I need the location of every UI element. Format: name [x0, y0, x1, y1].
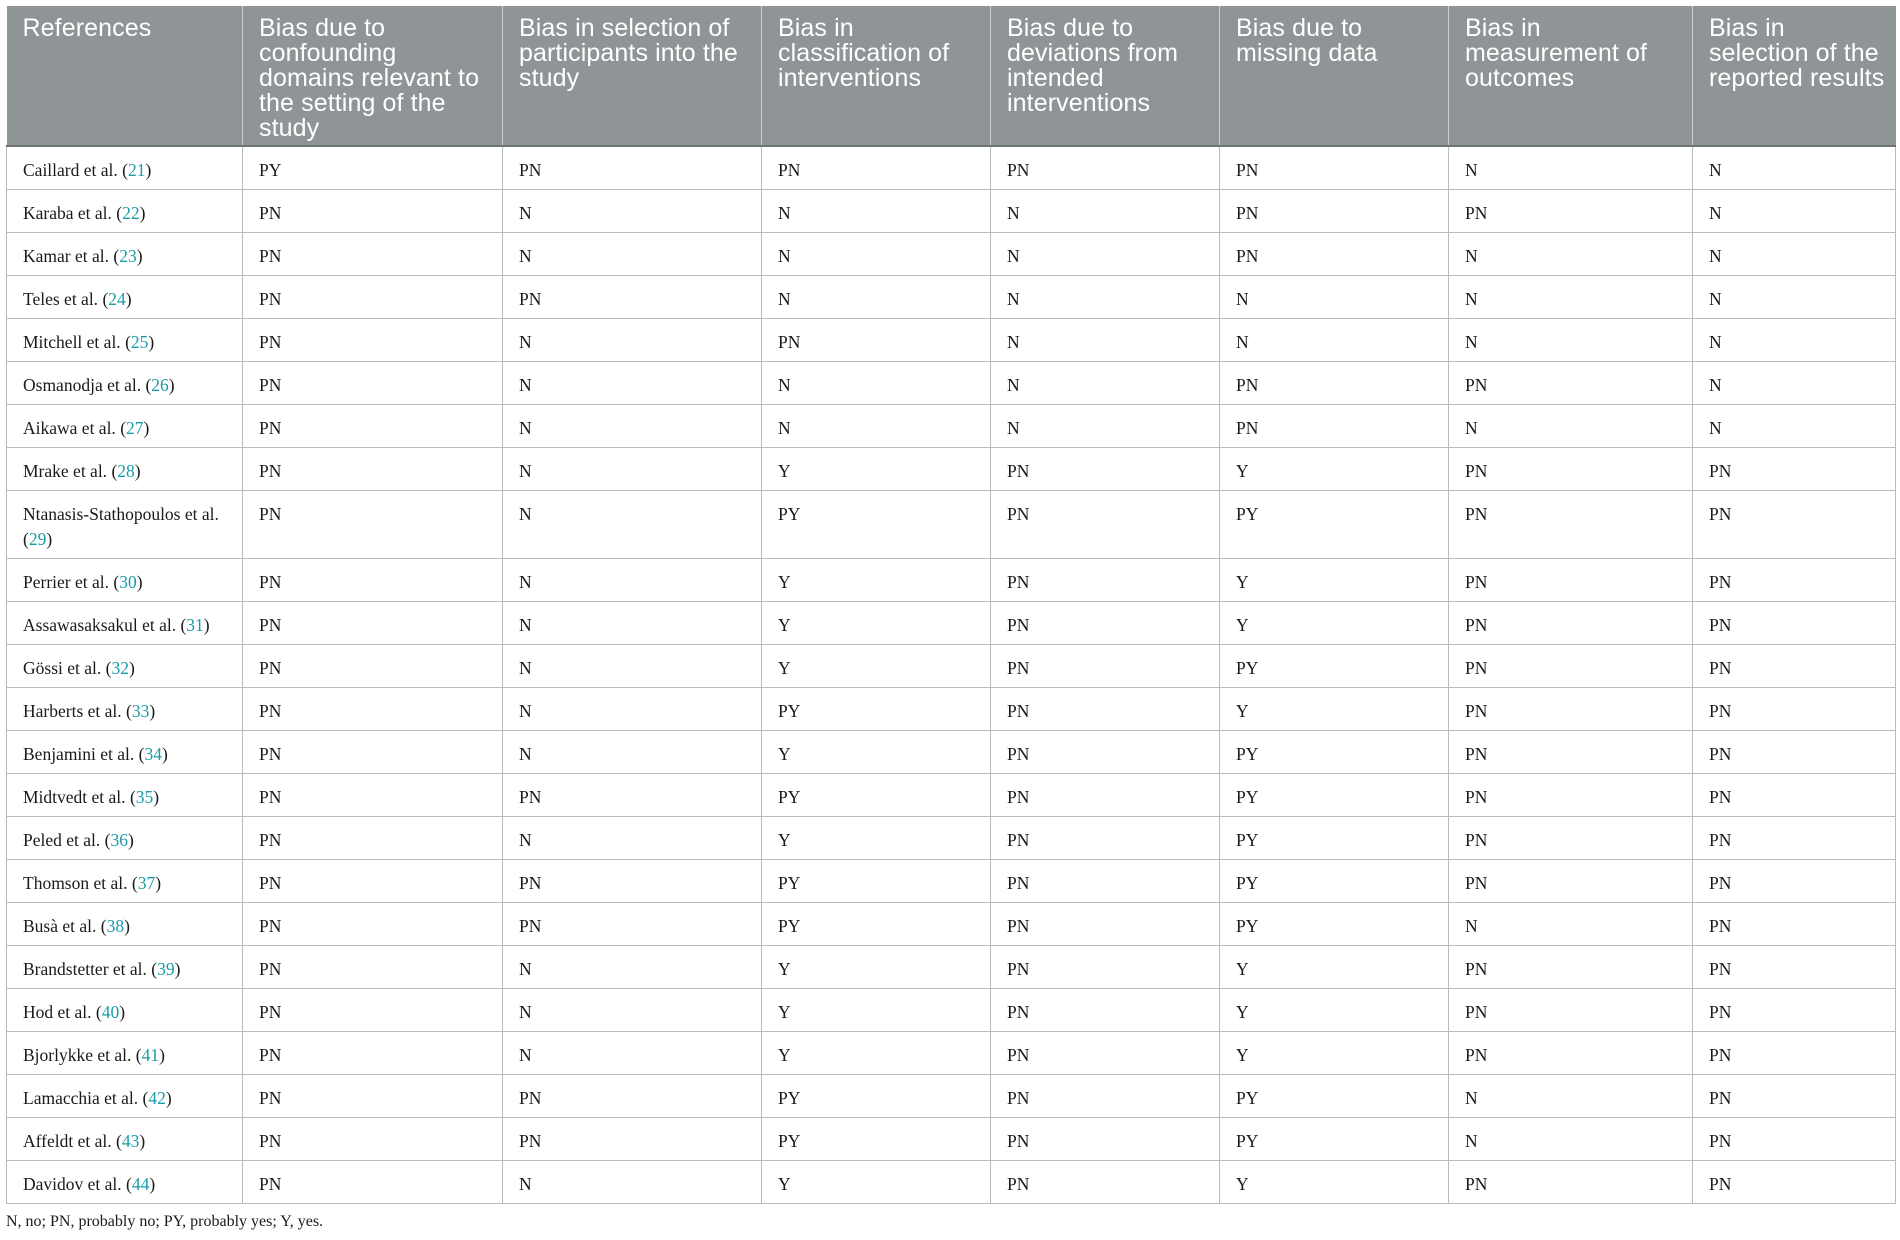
- cell-confounding: PN: [243, 687, 503, 730]
- reference-authors: Hod et al.: [23, 1001, 92, 1022]
- table-header: [7, 6, 1896, 146]
- cell-deviations-interventions: PN: [991, 1031, 1220, 1074]
- reference-citation-link[interactable]: 30: [119, 571, 137, 592]
- cell-measurement-outcomes: N: [1449, 275, 1693, 318]
- cell-selection-reported-results: PN: [1693, 601, 1896, 644]
- reference-authors: Mrake et al.: [23, 460, 108, 481]
- cell-classification-interventions: Y: [762, 1160, 991, 1203]
- cell-selection-reported-results: PN: [1693, 730, 1896, 773]
- cell-confounding: PN: [243, 189, 503, 232]
- cell-deviations-interventions: PN: [991, 945, 1220, 988]
- cell-deviations-interventions: N: [991, 361, 1220, 404]
- reference-authors: Affeldt et al.: [23, 1130, 112, 1151]
- reference-citation-link[interactable]: 38: [106, 915, 125, 936]
- reference-citation-link[interactable]: 42: [148, 1087, 166, 1108]
- cell-confounding: PN: [243, 232, 503, 275]
- cell-missing-data: PN: [1220, 404, 1449, 447]
- cell-selection-participants: PN: [503, 275, 762, 318]
- cell-reference: Caillard et al. (21): [7, 146, 243, 189]
- reference-authors: Assawasaksakul et al.: [23, 614, 177, 635]
- header-measurement-outcomes: Bias in measurement of outcomes: [1449, 6, 1693, 146]
- table-row: [7, 730, 1896, 773]
- reference-authors: Ntanasis-Stathopoulos et al.: [23, 503, 219, 524]
- table-row: [7, 859, 1896, 902]
- cell-selection-participants: N: [503, 816, 762, 859]
- reference-citation-link[interactable]: 40: [101, 1001, 120, 1022]
- reference-authors: Kamar et al.: [23, 245, 109, 266]
- cell-reference: Perrier et al. (30): [7, 558, 243, 601]
- cell-selection-reported-results: PN: [1693, 687, 1896, 730]
- cell-deviations-interventions: PN: [991, 558, 1220, 601]
- cell-classification-interventions: PY: [762, 1117, 991, 1160]
- cell-deviations-interventions: N: [991, 275, 1220, 318]
- cell-confounding: PN: [243, 275, 503, 318]
- cell-missing-data: PY: [1220, 490, 1449, 558]
- reference-citation-link[interactable]: 33: [131, 700, 150, 721]
- reference-authors: Caillard et al.: [23, 160, 118, 180]
- cell-classification-interventions: Y: [762, 558, 991, 601]
- cell-confounding: PN: [243, 902, 503, 945]
- cell-missing-data: PY: [1220, 1074, 1449, 1117]
- cell-deviations-interventions: N: [991, 189, 1220, 232]
- reference-authors: Bjorlykke et al.: [23, 1044, 132, 1065]
- cell-classification-interventions: Y: [762, 644, 991, 687]
- cell-reference: Busà et al. (38): [7, 902, 243, 945]
- cell-reference: Affeldt et al. (43): [7, 1117, 243, 1160]
- cell-measurement-outcomes: PN: [1449, 988, 1693, 1031]
- cell-deviations-interventions: PN: [991, 902, 1220, 945]
- cell-reference: Davidov et al. (44): [7, 1160, 243, 1203]
- cell-measurement-outcomes: PN: [1449, 601, 1693, 644]
- header-selection-reported-results: Bias in selection of the reported results: [1693, 6, 1896, 146]
- cell-selection-participants: N: [503, 1031, 762, 1074]
- cell-reference: Assawasaksakul et al. (31): [7, 601, 243, 644]
- cell-selection-reported-results: PN: [1693, 859, 1896, 902]
- cell-selection-participants: N: [503, 447, 762, 490]
- reference-citation-link[interactable]: 34: [144, 743, 162, 764]
- cell-selection-reported-results: PN: [1693, 945, 1896, 988]
- table-row: [7, 773, 1896, 816]
- table-row: [7, 404, 1896, 447]
- reference-citation-link[interactable]: 41: [141, 1044, 160, 1065]
- reference-authors: Busà et al.: [23, 915, 97, 936]
- cell-selection-reported-results: N: [1693, 146, 1896, 189]
- cell-confounding: PN: [243, 601, 503, 644]
- cell-measurement-outcomes: N: [1449, 1117, 1693, 1160]
- cell-reference: Lamacchia et al. (42): [7, 1074, 243, 1117]
- cell-reference: Benjamini et al. (34): [7, 730, 243, 773]
- reference-citation-link[interactable]: 22: [122, 202, 140, 223]
- cell-classification-interventions: Y: [762, 447, 991, 490]
- cell-selection-participants: N: [503, 988, 762, 1031]
- cell-selection-reported-results: N: [1693, 189, 1896, 232]
- cell-deviations-interventions: PN: [991, 601, 1220, 644]
- cell-missing-data: Y: [1220, 1160, 1449, 1203]
- reference-authors: Teles et al.: [23, 288, 99, 309]
- cell-selection-participants: PN: [503, 1117, 762, 1160]
- cell-deviations-interventions: N: [991, 404, 1220, 447]
- cell-deviations-interventions: PN: [991, 1160, 1220, 1203]
- header-classification-interventions: Bias in classification of interventions: [762, 6, 991, 146]
- cell-missing-data: PN: [1220, 232, 1449, 275]
- cell-measurement-outcomes: PN: [1449, 773, 1693, 816]
- header-missing-data: Bias due to missing data: [1220, 6, 1449, 146]
- cell-reference: Brandstetter et al. (39): [7, 945, 243, 988]
- cell-confounding: PN: [243, 859, 503, 902]
- cell-selection-participants: N: [503, 189, 762, 232]
- cell-classification-interventions: N: [762, 275, 991, 318]
- cell-confounding: PN: [243, 558, 503, 601]
- reference-citation-link[interactable]: 31: [186, 614, 204, 635]
- cell-measurement-outcomes: N: [1449, 146, 1693, 189]
- cell-selection-participants: N: [503, 1160, 762, 1203]
- cell-selection-participants: PN: [503, 859, 762, 902]
- cell-deviations-interventions: PN: [991, 687, 1220, 730]
- cell-measurement-outcomes: PN: [1449, 687, 1693, 730]
- reference-citation-link[interactable]: 25: [130, 331, 149, 352]
- reference-authors: Mitchell et al.: [23, 331, 121, 352]
- cell-selection-participants: N: [503, 318, 762, 361]
- cell-classification-interventions: PY: [762, 773, 991, 816]
- cell-missing-data: N: [1220, 275, 1449, 318]
- cell-missing-data: N: [1220, 318, 1449, 361]
- cell-measurement-outcomes: PN: [1449, 859, 1693, 902]
- cell-confounding: PN: [243, 730, 503, 773]
- cell-selection-reported-results: N: [1693, 318, 1896, 361]
- header-confounding: Bias due to confounding domains relevant to the setting of the study: [243, 6, 503, 146]
- cell-confounding: PN: [243, 1160, 503, 1203]
- cell-classification-interventions: PY: [762, 902, 991, 945]
- reference-authors: Peled et al.: [23, 829, 101, 850]
- table-row: [7, 945, 1896, 988]
- cell-missing-data: PN: [1220, 189, 1449, 232]
- cell-classification-interventions: N: [762, 189, 991, 232]
- table-row: [7, 361, 1896, 404]
- cell-reference: Mrake et al. (28): [7, 447, 243, 490]
- reference-authors: Harberts et al.: [23, 700, 122, 721]
- cell-selection-participants: N: [503, 361, 762, 404]
- cell-selection-reported-results: N: [1693, 232, 1896, 275]
- bias-assessment-table: [6, 6, 1896, 1204]
- table-row: [7, 1160, 1896, 1203]
- reference-citation-link[interactable]: 26: [151, 374, 169, 395]
- cell-measurement-outcomes: PN: [1449, 1160, 1693, 1203]
- cell-missing-data: PY: [1220, 859, 1449, 902]
- cell-missing-data: Y: [1220, 1031, 1449, 1074]
- cell-measurement-outcomes: N: [1449, 902, 1693, 945]
- cell-measurement-outcomes: PN: [1449, 816, 1693, 859]
- cell-missing-data: Y: [1220, 447, 1449, 490]
- cell-classification-interventions: N: [762, 232, 991, 275]
- bias-assessment-table-container: [6, 6, 1895, 1204]
- cell-deviations-interventions: PN: [991, 730, 1220, 773]
- cell-deviations-interventions: PN: [991, 644, 1220, 687]
- cell-missing-data: PY: [1220, 1117, 1449, 1160]
- cell-deviations-interventions: PN: [991, 773, 1220, 816]
- cell-classification-interventions: Y: [762, 988, 991, 1031]
- table-row: [7, 687, 1896, 730]
- cell-missing-data: Y: [1220, 601, 1449, 644]
- cell-deviations-interventions: N: [991, 232, 1220, 275]
- cell-selection-reported-results: N: [1693, 361, 1896, 404]
- reference-authors: Gössi et al.: [23, 657, 102, 678]
- cell-deviations-interventions: PN: [991, 816, 1220, 859]
- cell-selection-reported-results: PN: [1693, 558, 1896, 601]
- cell-classification-interventions: Y: [762, 601, 991, 644]
- reference-citation-link[interactable]: 43: [121, 1130, 140, 1151]
- cell-missing-data: PY: [1220, 902, 1449, 945]
- cell-measurement-outcomes: N: [1449, 232, 1693, 275]
- reference-authors: Thomson et al.: [23, 872, 128, 893]
- cell-selection-participants: PN: [503, 1074, 762, 1117]
- cell-confounding: PN: [243, 988, 503, 1031]
- cell-selection-participants: N: [503, 730, 762, 773]
- table-row: [7, 1031, 1896, 1074]
- reference-citation-link[interactable]: 24: [108, 288, 126, 309]
- cell-measurement-outcomes: PN: [1449, 644, 1693, 687]
- cell-measurement-outcomes: PN: [1449, 1031, 1693, 1074]
- cell-selection-reported-results: PN: [1693, 773, 1896, 816]
- cell-deviations-interventions: PN: [991, 447, 1220, 490]
- table-row: [7, 1074, 1896, 1117]
- table-row: [7, 644, 1896, 687]
- cell-measurement-outcomes: N: [1449, 1074, 1693, 1117]
- reference-authors: Lamacchia et al.: [23, 1087, 139, 1108]
- reference-citation-link[interactable]: 44: [131, 1173, 150, 1194]
- cell-missing-data: PN: [1220, 361, 1449, 404]
- cell-selection-reported-results: N: [1693, 404, 1896, 447]
- cell-selection-participants: N: [503, 232, 762, 275]
- table-row: [7, 902, 1896, 945]
- cell-selection-reported-results: PN: [1693, 1074, 1896, 1117]
- cell-classification-interventions: N: [762, 361, 991, 404]
- reference-authors: Perrier et al.: [23, 571, 109, 592]
- cell-missing-data: PY: [1220, 773, 1449, 816]
- cell-selection-participants: PN: [503, 902, 762, 945]
- reference-citation-link[interactable]: 39: [157, 958, 175, 979]
- cell-selection-reported-results: PN: [1693, 816, 1896, 859]
- table-row: [7, 232, 1896, 275]
- cell-reference: Harberts et al. (33): [7, 687, 243, 730]
- cell-measurement-outcomes: PN: [1449, 558, 1693, 601]
- cell-classification-interventions: N: [762, 404, 991, 447]
- cell-selection-reported-results: PN: [1693, 490, 1896, 558]
- cell-selection-participants: N: [503, 404, 762, 447]
- table-body: [7, 146, 1896, 1203]
- cell-measurement-outcomes: PN: [1449, 945, 1693, 988]
- reference-citation-link[interactable]: 37: [137, 872, 156, 893]
- cell-confounding: PN: [243, 404, 503, 447]
- cell-measurement-outcomes: N: [1449, 404, 1693, 447]
- cell-classification-interventions: Y: [762, 945, 991, 988]
- cell-missing-data: PY: [1220, 730, 1449, 773]
- cell-confounding: PN: [243, 361, 503, 404]
- cell-measurement-outcomes: PN: [1449, 490, 1693, 558]
- cell-classification-interventions: Y: [762, 816, 991, 859]
- cell-reference: Osmanodja et al. (26): [7, 361, 243, 404]
- cell-classification-interventions: PN: [762, 318, 991, 361]
- cell-deviations-interventions: PN: [991, 859, 1220, 902]
- reference-authors: Brandstetter et al.: [23, 958, 147, 979]
- cell-selection-reported-results: PN: [1693, 1031, 1896, 1074]
- cell-selection-participants: PN: [503, 146, 762, 189]
- cell-reference: Mitchell et al. (25): [7, 318, 243, 361]
- header-selection-participants: Bias in selection of participants into the study: [503, 6, 762, 146]
- reference-authors: Karaba et al.: [23, 202, 112, 223]
- table-row: [7, 1117, 1896, 1160]
- table-row: [7, 275, 1896, 318]
- cell-reference: Midtvedt et al. (35): [7, 773, 243, 816]
- cell-selection-participants: N: [503, 601, 762, 644]
- cell-selection-reported-results: PN: [1693, 902, 1896, 945]
- cell-selection-reported-results: PN: [1693, 1160, 1896, 1203]
- cell-reference: Kamar et al. (23): [7, 232, 243, 275]
- cell-measurement-outcomes: N: [1449, 318, 1693, 361]
- reference-citation-link[interactable]: 21: [127, 160, 146, 180]
- reference-authors: Benjamini et al.: [23, 743, 135, 764]
- reference-authors: Midtvedt et al.: [23, 786, 126, 807]
- cell-selection-participants: N: [503, 687, 762, 730]
- table-row: [7, 189, 1896, 232]
- cell-classification-interventions: PY: [762, 859, 991, 902]
- cell-reference: Thomson et al. (37): [7, 859, 243, 902]
- cell-reference: Karaba et al. (22): [7, 189, 243, 232]
- cell-reference: Peled et al. (36): [7, 816, 243, 859]
- cell-selection-participants: N: [503, 558, 762, 601]
- reference-citation-link[interactable]: 35: [135, 786, 154, 807]
- cell-selection-reported-results: PN: [1693, 447, 1896, 490]
- table-row: [7, 988, 1896, 1031]
- cell-selection-reported-results: PN: [1693, 1117, 1896, 1160]
- cell-measurement-outcomes: PN: [1449, 730, 1693, 773]
- header-references: References: [7, 6, 243, 146]
- reference-citation-link[interactable]: 27: [126, 417, 144, 438]
- cell-classification-interventions: PN: [762, 146, 991, 189]
- cell-confounding: PN: [243, 1031, 503, 1074]
- cell-selection-participants: N: [503, 644, 762, 687]
- cell-deviations-interventions: PN: [991, 1117, 1220, 1160]
- cell-selection-participants: PN: [503, 773, 762, 816]
- header-deviations-interventions: Bias due to deviations from intended interventions: [991, 6, 1220, 146]
- cell-deviations-interventions: PN: [991, 1074, 1220, 1117]
- cell-deviations-interventions: PN: [991, 490, 1220, 558]
- reference-citation-link[interactable]: 23: [119, 245, 137, 266]
- cell-classification-interventions: Y: [762, 730, 991, 773]
- cell-deviations-interventions: PN: [991, 146, 1220, 189]
- cell-missing-data: Y: [1220, 687, 1449, 730]
- cell-reference: Aikawa et al. (27): [7, 404, 243, 447]
- cell-missing-data: PY: [1220, 644, 1449, 687]
- cell-reference: Teles et al. (24): [7, 275, 243, 318]
- cell-selection-reported-results: PN: [1693, 644, 1896, 687]
- cell-selection-reported-results: PN: [1693, 988, 1896, 1031]
- cell-confounding: PN: [243, 1117, 503, 1160]
- cell-deviations-interventions: N: [991, 318, 1220, 361]
- cell-selection-reported-results: N: [1693, 275, 1896, 318]
- cell-reference: Gössi et al. (32): [7, 644, 243, 687]
- reference-citation-link[interactable]: 29: [28, 528, 47, 549]
- cell-reference: Bjorlykke et al. (41): [7, 1031, 243, 1074]
- reference-citation-link[interactable]: 28: [117, 460, 135, 481]
- table-footnote: N, no; PN, probably no; PY, probably yes; Y, yes.: [6, 1213, 324, 1230]
- cell-confounding: PN: [243, 1074, 503, 1117]
- cell-classification-interventions: PY: [762, 490, 991, 558]
- cell-reference: Hod et al. (40): [7, 988, 243, 1031]
- table-row: [7, 318, 1896, 361]
- cell-confounding: PN: [243, 447, 503, 490]
- table-row: [7, 601, 1896, 644]
- cell-reference: Ntanasis-Stathopoulos et al. (29): [7, 490, 243, 558]
- cell-selection-participants: N: [503, 945, 762, 988]
- cell-missing-data: Y: [1220, 988, 1449, 1031]
- cell-missing-data: PN: [1220, 146, 1449, 189]
- table-row: [7, 490, 1896, 558]
- table-row: [7, 447, 1896, 490]
- cell-measurement-outcomes: PN: [1449, 189, 1693, 232]
- cell-classification-interventions: Y: [762, 1031, 991, 1074]
- cell-confounding: PN: [243, 318, 503, 361]
- cell-confounding: PN: [243, 490, 503, 558]
- cell-confounding: PN: [243, 816, 503, 859]
- header-row: [7, 6, 1896, 146]
- cell-missing-data: PY: [1220, 816, 1449, 859]
- reference-citation-link[interactable]: 36: [110, 829, 128, 850]
- reference-authors: Aikawa et al.: [23, 417, 116, 438]
- cell-confounding: PN: [243, 945, 503, 988]
- cell-confounding: PN: [243, 644, 503, 687]
- cell-deviations-interventions: PN: [991, 988, 1220, 1031]
- cell-measurement-outcomes: PN: [1449, 361, 1693, 404]
- cell-missing-data: Y: [1220, 945, 1449, 988]
- cell-classification-interventions: PY: [762, 1074, 991, 1117]
- table-row: [7, 146, 1896, 189]
- reference-authors: Osmanodja et al.: [23, 374, 142, 395]
- cell-measurement-outcomes: PN: [1449, 447, 1693, 490]
- cell-confounding: PN: [243, 773, 503, 816]
- cell-classification-interventions: PY: [762, 687, 991, 730]
- reference-citation-link[interactable]: 32: [111, 657, 129, 678]
- reference-authors: Davidov et al.: [23, 1173, 122, 1194]
- cell-missing-data: Y: [1220, 558, 1449, 601]
- table-row: [7, 816, 1896, 859]
- cell-selection-participants: N: [503, 490, 762, 558]
- table-row: [7, 558, 1896, 601]
- cell-confounding: PY: [243, 146, 503, 189]
